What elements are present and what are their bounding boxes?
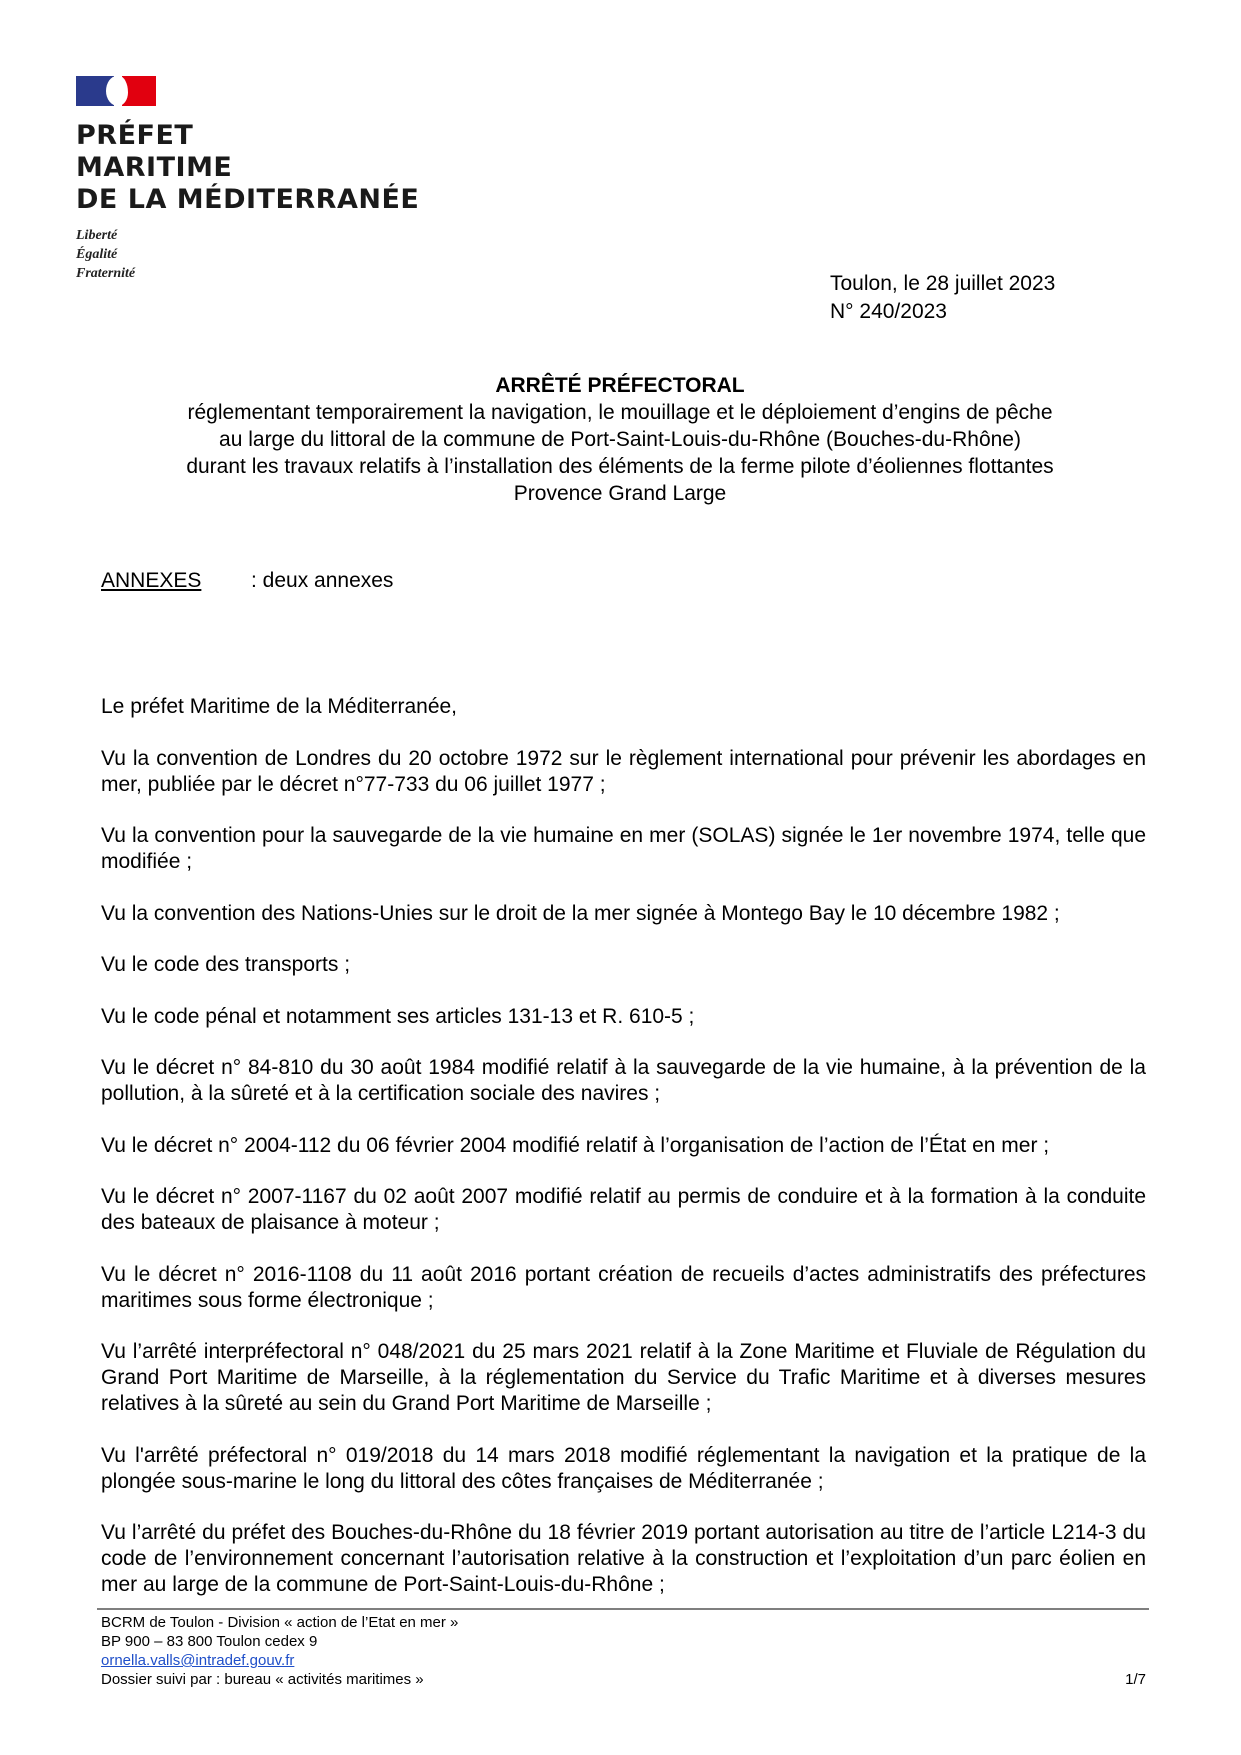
title-line: Provence Grand Large xyxy=(513,482,727,505)
page-number: 1/7 xyxy=(1125,1671,1146,1688)
date-block xyxy=(830,270,1055,326)
paragraph: Vu le code des transports ; xyxy=(101,953,351,976)
title-line: réglementant temporairement la navigation, le mouillage et le déploiement d’engins de pêche xyxy=(187,401,1053,424)
annexes-line xyxy=(101,567,393,594)
annexes-value: : deux annexes xyxy=(251,569,394,592)
paragraph: Vu la convention pour la sauvegarde de la vie humaine en mer (SOLAS) signée le 1er novembre 1974, telle que modifiée ; xyxy=(101,824,1146,873)
decree-number: N° 240/2023 xyxy=(830,300,947,323)
prefecture-logo xyxy=(76,76,419,283)
motto-line: Fraternité xyxy=(76,266,136,281)
institution-line: DE LA MÉDITERRANÉE xyxy=(76,184,420,215)
page-footer xyxy=(101,1613,1146,1689)
institution-line: MARITIME xyxy=(76,152,233,183)
paragraph: Vu le code pénal et notamment ses articles 131-13 et R. 610-5 ; xyxy=(101,1004,695,1028)
paragraph: Vu le décret n° 84-810 du 30 août 1984 modifié relatif à la sauvegarde de la vie humaine, à la prévention de la pollution, à la sûreté et à la certification sociale des navires ; xyxy=(101,1056,1146,1105)
paragraph: Vu le décret n° 2004-112 du 06 février 2004 modifié relatif à l’organisation de l’action de l’État en mer ; xyxy=(101,1133,1050,1157)
paragraph: Vu la convention des Nations-Unies sur le droit de la mer signée à Montego Bay le 10 décembre 1982 ; xyxy=(101,901,1060,925)
paragraph: Vu le décret n° 2007-1167 du 02 août 2007 modifié relatif au permis de conduire et à la formation à la conduite des bateaux de plaisance à moteur ; xyxy=(101,1185,1146,1234)
motto-line: Égalité xyxy=(76,247,118,262)
title-line: au large du littoral de la commune de Port-Saint-Louis-du-Rhône (Bouches-du-Rhône) xyxy=(219,428,1021,451)
paragraph: Vu la convention de Londres du 20 octobre 1972 sur le règlement international pour prévenir les abordages en mer, publiée par le décret n°77-733 du 06 juillet 1977 ; xyxy=(101,746,1146,796)
title-line: durant les travaux relatifs à l’installation des éléments de la ferme pilote d’éoliennes flottantes xyxy=(186,455,1054,478)
footer-office: BCRM de Toulon - Division « action de l’Etat en mer » xyxy=(101,1614,459,1631)
paragraph: Vu l'arrêté préfectoral n° 019/2018 du 14 mars 2018 modifié réglementant la navigation et la pratique de la plongée sous-marine le long du littoral des côtes françaises de Méditerranée ; xyxy=(101,1443,1146,1493)
title-main: ARRÊTÉ PRÉFECTORAL xyxy=(495,374,745,397)
place-date: Toulon, le 28 juillet 2023 xyxy=(830,272,1056,295)
marianne-flag-icon xyxy=(76,76,156,106)
paragraph: Le préfet Maritime de la Méditerranée, xyxy=(101,695,458,718)
republic-motto xyxy=(76,226,419,283)
footer-divider xyxy=(97,1608,1149,1610)
institution-line: PRÉFET xyxy=(76,120,194,151)
motto-line: Liberté xyxy=(76,228,118,243)
institution-name xyxy=(76,120,419,216)
paragraph: Vu l’arrêté interpréfectoral n° 048/2021 du 25 mars 2021 relatif à la Zone Maritime et Fluviale de Régulation du Grand Port Maritime de Marseille, à la réglementation du Service du Trafic Maritime et à diverses mesures relatives à la sûreté au sein du Grand Port Maritime de Marseille ; xyxy=(101,1340,1146,1415)
document-body xyxy=(101,694,1146,1624)
document-title xyxy=(100,372,1140,507)
footer-address: BP 900 – 83 800 Toulon cedex 9 xyxy=(101,1633,318,1650)
paragraph: Vu le décret n° 2016-1108 du 11 août 2016 portant création de recueils d’actes administratifs des préfectures maritimes sous forme électronique ; xyxy=(101,1262,1146,1312)
annexes-label: ANNEXES xyxy=(101,569,202,592)
footer-followed-by: Dossier suivi par : bureau « activités maritimes » xyxy=(101,1671,424,1688)
paragraph: Vu l’arrêté du préfet des Bouches-du-Rhône du 18 février 2019 portant autorisation au titre de l’article L214-3 du code de l’environnement concernant l’autorisation relative à la construction et l’exploitation d’un parc éolien en mer au large de la commune de Port-Saint-Louis-du-Rhône ; xyxy=(101,1521,1146,1596)
footer-email-link[interactable]: ornella.valls@intradef.gouv.fr xyxy=(101,1652,295,1669)
